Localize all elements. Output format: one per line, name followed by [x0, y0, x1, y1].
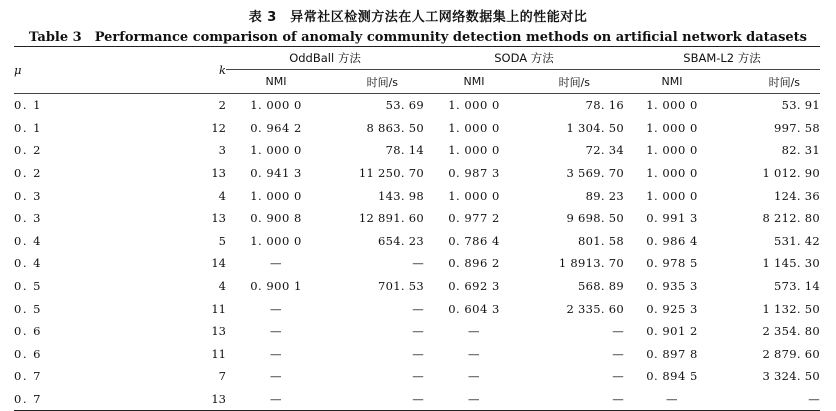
oddball-nmi-cell: 1. 000 0	[250, 98, 302, 113]
oddball-nmi-cell: —	[270, 256, 282, 271]
table-row	[14, 388, 820, 411]
mu-cell: 0. 7	[14, 392, 42, 407]
soda-time-cell: —	[612, 392, 625, 407]
table-row	[14, 139, 820, 162]
sbam-nmi-cell: 0. 925 3	[646, 301, 698, 316]
oddball-time-cell: —	[412, 301, 425, 316]
sbam-time-cell: 3 324. 50	[762, 369, 821, 384]
sbam-time-cell: 573. 14	[774, 279, 821, 294]
soda-nmi-cell: —	[468, 369, 481, 384]
sbam-nmi-cell: 0. 991 3	[646, 211, 698, 226]
oddball-nmi-cell: 0. 900 8	[250, 211, 302, 226]
table-row	[14, 343, 820, 366]
k-cell: 3	[218, 143, 226, 158]
soda-nmi-cell: —	[468, 324, 481, 339]
header-time-soda: 时间/s	[524, 70, 624, 94]
soda-time-cell: 3 569. 70	[566, 166, 625, 181]
k-cell: 12	[211, 120, 226, 135]
sbam-time-cell: 531. 42	[774, 233, 821, 248]
k-cell: 7	[218, 369, 226, 384]
oddball-time-cell: —	[412, 346, 425, 361]
sbam-nmi-cell: 0. 897 8	[646, 346, 698, 361]
oddball-nmi-cell: 0. 964 2	[250, 120, 302, 135]
sbam-nmi-cell: 0. 986 4	[646, 233, 698, 248]
sbam-time-cell: 124. 36	[774, 188, 821, 203]
sbam-time-cell: 8 212. 80	[762, 211, 821, 226]
mu-cell: 0. 1	[14, 120, 42, 135]
soda-nmi-cell: 0. 692 3	[448, 279, 500, 294]
oddball-time-cell: —	[412, 324, 425, 339]
table-row	[14, 117, 820, 140]
soda-nmi-cell: 1. 000 0	[448, 188, 500, 203]
oddball-nmi-cell: —	[270, 369, 282, 384]
mu-cell: 0. 1	[14, 98, 42, 113]
soda-time-cell: —	[612, 369, 625, 384]
header-group-oddball: OddBall 方法	[226, 47, 424, 70]
oddball-nmi-cell: 0. 900 1	[250, 279, 302, 294]
soda-time-cell: 9 698. 50	[566, 211, 625, 226]
oddball-time-cell: —	[412, 392, 425, 407]
soda-nmi-cell: 0. 896 2	[448, 256, 500, 271]
sbam-nmi-cell: 1. 000 0	[646, 120, 698, 135]
k-cell: 4	[218, 279, 226, 294]
oddball-nmi-cell: 1. 000 0	[250, 188, 302, 203]
table-caption-zh: 表 3 异常社区检测方法在人工网络数据集上的性能对比	[248, 10, 588, 25]
table-row	[14, 162, 820, 185]
oddball-time-cell: 654. 23	[378, 233, 425, 248]
soda-nmi-cell: 1. 000 0	[448, 120, 500, 135]
mu-cell: 0. 4	[14, 256, 42, 271]
sbam-time-cell: 53. 91	[781, 98, 821, 113]
table-row	[14, 252, 820, 275]
mu-cell: 0. 3	[14, 188, 42, 203]
oddball-nmi-cell: —	[270, 324, 282, 339]
header-group-sbam: SBAM-L2 方法	[624, 47, 820, 70]
header-k: k	[142, 47, 226, 94]
mu-cell: 0. 2	[14, 166, 42, 181]
k-cell: 2	[218, 98, 226, 113]
table-row	[14, 320, 820, 343]
soda-nmi-cell: 0. 786 4	[448, 233, 500, 248]
table-row	[14, 275, 820, 298]
sbam-nmi-cell: 0. 935 3	[646, 279, 698, 294]
header-nmi-sbam: NMI	[624, 70, 720, 94]
k-cell: 13	[211, 392, 226, 407]
table-caption-en: Table 3 Performance comparison of anomaly community detection methods on artificial network datasets	[28, 30, 807, 45]
header-time-sbam: 时间/s	[720, 70, 820, 94]
soda-nmi-cell: 1. 000 0	[448, 98, 500, 113]
soda-time-cell: —	[612, 324, 625, 339]
sbam-nmi-cell: 0. 894 5	[646, 369, 698, 384]
soda-nmi-cell: 0. 987 3	[448, 166, 500, 181]
oddball-nmi-cell: 1. 000 0	[250, 233, 302, 248]
k-cell: 4	[218, 188, 226, 203]
sbam-time-cell: 2 354. 80	[762, 324, 821, 339]
sbam-time-cell: 82. 31	[781, 143, 821, 158]
mu-cell: 0. 5	[14, 279, 42, 294]
header-mu: μ	[14, 47, 142, 94]
soda-time-cell: 801. 58	[578, 233, 625, 248]
k-cell: 11	[211, 301, 226, 316]
oddball-nmi-cell: 0. 941 3	[250, 166, 302, 181]
sbam-nmi-cell: 1. 000 0	[646, 98, 698, 113]
header-group-soda: SODA 方法	[424, 47, 624, 70]
soda-nmi-cell: 0. 977 2	[448, 211, 500, 226]
sbam-time-cell: 1 012. 90	[762, 166, 821, 181]
sbam-nmi-cell: 0. 901 2	[646, 324, 698, 339]
oddball-time-cell: —	[412, 369, 425, 384]
sbam-time-cell: 1 145. 30	[762, 256, 821, 271]
mu-cell: 0. 2	[14, 143, 42, 158]
mu-cell: 0. 4	[14, 233, 42, 248]
k-cell: 14	[211, 256, 226, 271]
table-row	[14, 365, 820, 388]
soda-time-cell: 1 8913. 70	[558, 256, 625, 271]
oddball-time-cell: 8 863. 50	[366, 120, 425, 135]
soda-time-cell: 2 335. 60	[566, 301, 625, 316]
sbam-nmi-cell: 1. 000 0	[646, 188, 698, 203]
mu-cell: 0. 7	[14, 369, 42, 384]
soda-time-cell: —	[612, 346, 625, 361]
table-row	[14, 230, 820, 253]
sbam-nmi-cell: 0. 978 5	[646, 256, 698, 271]
k-cell: 13	[211, 166, 226, 181]
table-body	[14, 94, 820, 411]
oddball-time-cell: 11 250. 70	[358, 166, 425, 181]
table-row	[14, 207, 820, 230]
oddball-time-cell: 12 891. 60	[358, 211, 425, 226]
soda-time-cell: 89. 23	[585, 188, 625, 203]
sbam-time-cell: 997. 58	[774, 120, 821, 135]
oddball-time-cell: 143. 98	[378, 188, 425, 203]
table-row	[14, 94, 820, 117]
header-time-oddball: 时间/s	[326, 70, 424, 94]
soda-nmi-cell: 0. 604 3	[448, 301, 500, 316]
sbam-time-cell: 1 132. 50	[762, 301, 821, 316]
soda-time-cell: 72. 34	[585, 143, 625, 158]
oddball-nmi-cell: —	[270, 392, 282, 407]
mu-cell: 0. 6	[14, 324, 42, 339]
sbam-nmi-cell: 1. 000 0	[646, 143, 698, 158]
k-cell: 11	[211, 346, 226, 361]
mu-cell: 0. 6	[14, 346, 42, 361]
sbam-time-cell: 2 879. 60	[762, 346, 821, 361]
oddball-nmi-cell: 1. 000 0	[250, 143, 302, 158]
soda-nmi-cell: —	[468, 392, 481, 407]
soda-nmi-cell: —	[468, 346, 481, 361]
table-row	[14, 184, 820, 207]
oddball-time-cell: 701. 53	[378, 279, 425, 294]
oddball-nmi-cell: —	[270, 301, 282, 316]
soda-nmi-cell: 1. 000 0	[448, 143, 500, 158]
mu-cell: 0. 3	[14, 211, 42, 226]
k-cell: 5	[218, 233, 226, 248]
table-row	[14, 297, 820, 320]
soda-time-cell: 78. 16	[585, 98, 625, 113]
header-nmi-oddball: NMI	[226, 70, 326, 94]
oddball-time-cell: —	[412, 256, 425, 271]
k-cell: 13	[211, 211, 226, 226]
sbam-nmi-cell: 1. 000 0	[646, 166, 698, 181]
sbam-nmi-cell: —	[666, 392, 679, 407]
mu-cell: 0. 5	[14, 301, 42, 316]
oddball-time-cell: 78. 14	[385, 143, 425, 158]
soda-time-cell: 1 304. 50	[566, 120, 625, 135]
results-table	[14, 46, 820, 411]
oddball-nmi-cell: —	[270, 346, 282, 361]
sbam-time-cell: —	[808, 392, 821, 407]
k-cell: 13	[211, 324, 226, 339]
header-nmi-soda: NMI	[424, 70, 524, 94]
oddball-time-cell: 53. 69	[385, 98, 425, 113]
soda-time-cell: 568. 89	[578, 279, 625, 294]
